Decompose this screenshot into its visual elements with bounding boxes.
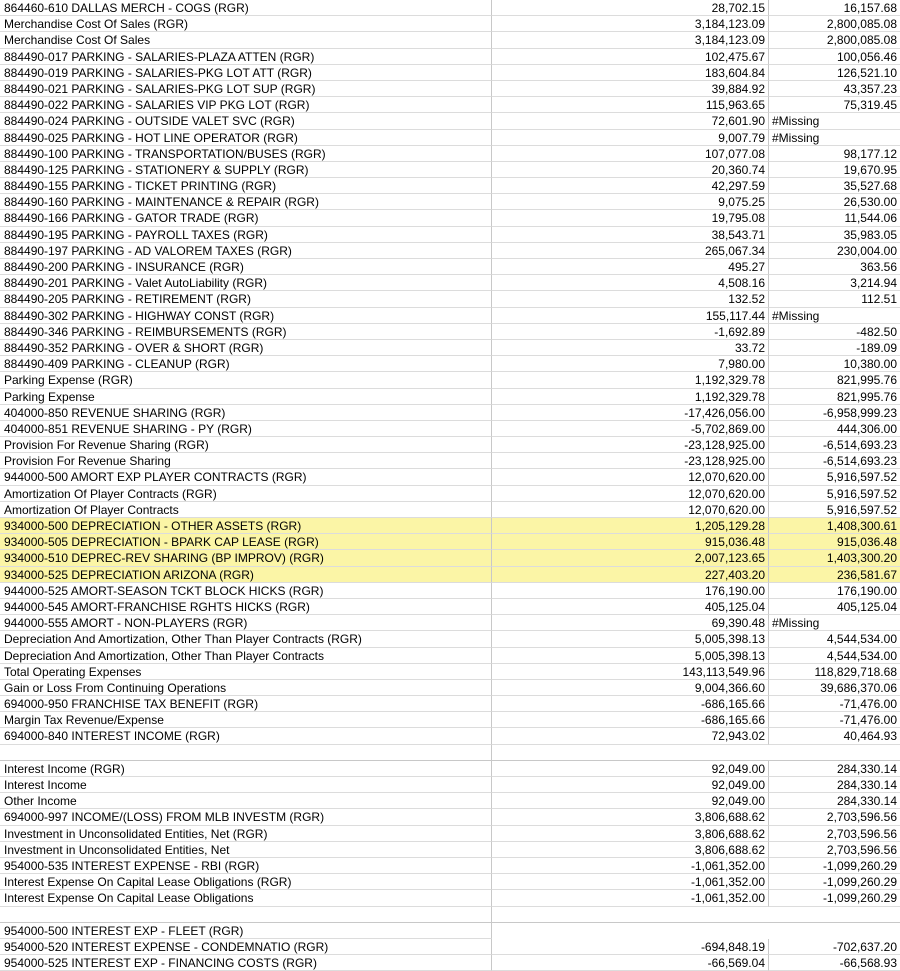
value-cell-current[interactable]: 227,403.20 — [492, 567, 769, 583]
value-cell-current[interactable]: 72,601.90 — [492, 113, 769, 129]
account-label-cell[interactable]: Amortization Of Player Contracts (RGR) — [0, 486, 492, 502]
value-cell-prior[interactable]: 4,544,534.00 — [769, 648, 900, 664]
value-cell-prior[interactable]: 75,319.45 — [769, 97, 900, 113]
account-label-cell[interactable]: 694000-840 INTEREST INCOME (RGR) — [0, 728, 492, 744]
value-cell-current[interactable]: 19,795.08 — [492, 210, 769, 226]
value-cell-current[interactable]: 9,007.79 — [492, 130, 769, 146]
value-cell-prior[interactable]: 98,177.12 — [769, 146, 900, 162]
value-cell-current[interactable]: 92,049.00 — [492, 761, 769, 777]
table-row — [0, 130, 900, 146]
value-cell-current[interactable]: -5,702,869.00 — [492, 421, 769, 437]
value-cell-current[interactable]: 9,075.25 — [492, 194, 769, 210]
account-label-cell[interactable]: 884490-302 PARKING - HIGHWAY CONST (RGR) — [0, 308, 492, 324]
value-cell-current[interactable]: 107,077.08 — [492, 146, 769, 162]
value-cell-current[interactable]: 28,702.15 — [492, 0, 769, 16]
value-cell-current[interactable]: 1,205,129.28 — [492, 518, 769, 534]
value-cell-current[interactable]: -1,061,352.00 — [492, 858, 769, 874]
account-label-cell[interactable]: Interest Income — [0, 777, 492, 793]
value-cell-prior[interactable]: -189.09 — [769, 340, 900, 356]
account-label-cell[interactable]: Merchandise Cost Of Sales — [0, 32, 492, 48]
value-cell-prior[interactable]: -6,514,693.23 — [769, 453, 900, 469]
value-cell-current[interactable]: 155,117.44 — [492, 308, 769, 324]
account-label-cell[interactable]: 944000-525 AMORT-SEASON TCKT BLOCK HICKS (RGR) — [0, 583, 492, 599]
value-cell-current[interactable]: 7,980.00 — [492, 356, 769, 372]
account-label-cell[interactable]: Other Income — [0, 793, 492, 809]
value-cell-prior[interactable]: 126,521.10 — [769, 65, 900, 81]
account-label-cell[interactable]: 884490-346 PARKING - REIMBURSEMENTS (RGR) — [0, 324, 492, 340]
account-label-cell[interactable]: 694000-997 INCOME/(LOSS) FROM MLB INVESTM (RGR) — [0, 809, 492, 825]
account-label-cell[interactable]: Amortization Of Player Contracts — [0, 502, 492, 518]
value-cell-current[interactable]: -694,848.19 — [492, 939, 769, 955]
account-label-cell[interactable]: 944000-545 AMORT-FRANCHISE RGHTS HICKS (RGR) — [0, 599, 492, 615]
account-label-cell[interactable]: 944000-500 AMORT EXP PLAYER CONTRACTS (RGR) — [0, 469, 492, 485]
value-cell-current[interactable]: -1,692.89 — [492, 324, 769, 340]
value-cell-current[interactable]: 2,007,123.65 — [492, 550, 769, 566]
table-row — [0, 890, 900, 906]
value-cell-prior[interactable]: -66,568.93 — [769, 955, 900, 971]
value-cell-prior[interactable]: 1,408,300.61 — [769, 518, 900, 534]
value-cell-prior[interactable]: 26,530.00 — [769, 194, 900, 210]
table-row — [0, 534, 900, 550]
table-row — [0, 518, 900, 534]
account-label-cell[interactable]: Depreciation And Amortization, Other Than Player Contracts (RGR) — [0, 631, 492, 647]
value-cell-prior[interactable]: -6,958,999.23 — [769, 405, 900, 421]
account-label-cell[interactable]: Interest Expense On Capital Lease Obligations (RGR) — [0, 874, 492, 890]
table-row — [0, 65, 900, 81]
table-row — [0, 49, 900, 65]
account-label-cell[interactable]: 884490-201 PARKING - Valet AutoLiability (RGR) — [0, 275, 492, 291]
value-cell-prior[interactable]: -702,637.20 — [769, 939, 900, 955]
account-label-cell[interactable]: 884490-409 PARKING - CLEANUP (RGR) — [0, 356, 492, 372]
value-cell-current[interactable]: 72,943.02 — [492, 728, 769, 744]
table-row — [0, 227, 900, 243]
table-row — [0, 356, 900, 372]
value-cell-prior[interactable]: -6,514,693.23 — [769, 437, 900, 453]
value-cell-prior[interactable]: 35,983.05 — [769, 227, 900, 243]
table-row — [0, 389, 900, 405]
value-cell-prior[interactable]: -71,476.00 — [769, 696, 900, 712]
account-label-cell[interactable]: 954000-500 INTEREST EXP - FLEET (RGR) — [0, 923, 492, 939]
table-row — [0, 453, 900, 469]
value-cell-current[interactable]: 102,475.67 — [492, 49, 769, 65]
value-cell-prior[interactable] — [769, 923, 900, 939]
value-cell-prior[interactable]: 39,686,370.06 — [769, 680, 900, 696]
value-cell-prior[interactable]: 118,829,718.68 — [769, 664, 900, 680]
table-row — [0, 97, 900, 113]
value-cell-current[interactable]: 42,297.59 — [492, 178, 769, 194]
table-row — [0, 178, 900, 194]
value-cell-current[interactable]: -17,426,056.00 — [492, 405, 769, 421]
account-label-cell[interactable]: 934000-525 DEPRECIATION ARIZONA (RGR) — [0, 567, 492, 583]
value-cell-prior[interactable]: 363.56 — [769, 259, 900, 275]
account-label-cell[interactable]: 884490-125 PARKING - STATIONERY & SUPPLY (RGR) — [0, 162, 492, 178]
account-label-cell[interactable]: Total Operating Expenses — [0, 664, 492, 680]
table-row — [0, 761, 900, 777]
value-cell-current[interactable]: -1,061,352.00 — [492, 890, 769, 906]
table-row — [0, 567, 900, 583]
value-cell-current[interactable]: 69,390.48 — [492, 615, 769, 631]
value-cell-current[interactable]: -686,165.66 — [492, 696, 769, 712]
account-label-cell[interactable]: Merchandise Cost Of Sales (RGR) — [0, 16, 492, 32]
value-cell-prior[interactable]: #Missing — [769, 308, 900, 324]
table-row — [0, 81, 900, 97]
table-row — [0, 939, 900, 955]
value-cell-prior[interactable]: #Missing — [769, 130, 900, 146]
table-row — [0, 405, 900, 421]
table-row — [0, 728, 900, 744]
value-cell-prior[interactable]: 915,036.48 — [769, 534, 900, 550]
value-cell-current[interactable] — [492, 907, 769, 923]
value-cell-prior[interactable]: #Missing — [769, 113, 900, 129]
value-cell-prior[interactable]: 2,800,085.08 — [769, 16, 900, 32]
value-cell-prior[interactable]: 5,916,597.52 — [769, 486, 900, 502]
table-row — [0, 259, 900, 275]
value-cell-current[interactable]: 3,184,123.09 — [492, 32, 769, 48]
value-cell-prior[interactable]: 821,995.76 — [769, 389, 900, 405]
table-row — [0, 113, 900, 129]
table-row — [0, 340, 900, 356]
table-row — [0, 275, 900, 291]
value-cell-current[interactable]: -23,128,925.00 — [492, 437, 769, 453]
value-cell-prior[interactable]: 10,380.00 — [769, 356, 900, 372]
table-row — [0, 696, 900, 712]
value-cell-current[interactable]: 20,360.74 — [492, 162, 769, 178]
value-cell-prior[interactable]: 444,306.00 — [769, 421, 900, 437]
value-cell-prior[interactable]: 35,527.68 — [769, 178, 900, 194]
value-cell-prior[interactable]: 2,703,596.56 — [769, 826, 900, 842]
account-label-cell[interactable]: 884490-195 PARKING - PAYROLL TAXES (RGR) — [0, 227, 492, 243]
account-label-cell[interactable]: 884490-352 PARKING - OVER & SHORT (RGR) — [0, 340, 492, 356]
value-cell-current[interactable]: 115,963.65 — [492, 97, 769, 113]
value-cell-prior[interactable]: -1,099,260.29 — [769, 858, 900, 874]
value-cell-prior[interactable]: 1,403,300.20 — [769, 550, 900, 566]
table-row — [0, 955, 900, 971]
value-cell-current[interactable] — [492, 745, 769, 761]
value-cell-current[interactable]: 92,049.00 — [492, 777, 769, 793]
account-label-cell[interactable]: 954000-525 INTEREST EXP - FINANCING COSTS (RGR) — [0, 955, 492, 971]
account-label-cell[interactable]: 954000-520 INTEREST EXPENSE - CONDEMNATIO (RGR) — [0, 939, 492, 955]
table-row — [0, 162, 900, 178]
value-cell-prior[interactable]: 40,464.93 — [769, 728, 900, 744]
table-row — [0, 858, 900, 874]
account-label-cell[interactable]: Depreciation And Amortization, Other Than Player Contracts — [0, 648, 492, 664]
value-cell-current[interactable]: 5,005,398.13 — [492, 631, 769, 647]
value-cell-prior[interactable]: 19,670.95 — [769, 162, 900, 178]
table-row — [0, 793, 900, 809]
account-label-cell[interactable]: Interest Expense On Capital Lease Obligations — [0, 890, 492, 906]
value-cell-prior[interactable]: -1,099,260.29 — [769, 890, 900, 906]
table-row — [0, 32, 900, 48]
value-cell-prior[interactable]: 236,581.67 — [769, 567, 900, 583]
value-cell-current[interactable]: 39,884.92 — [492, 81, 769, 97]
value-cell-prior[interactable]: 821,995.76 — [769, 372, 900, 388]
table-row — [0, 664, 900, 680]
table-row — [0, 809, 900, 825]
account-label-cell[interactable]: 884490-197 PARKING - AD VALOREM TAXES (RGR) — [0, 243, 492, 259]
value-cell-prior[interactable]: 16,157.68 — [769, 0, 900, 16]
value-cell-prior[interactable]: 2,800,085.08 — [769, 32, 900, 48]
account-label-cell[interactable]: Provision For Revenue Sharing — [0, 453, 492, 469]
table-row — [0, 0, 900, 16]
value-cell-current[interactable]: 12,070,620.00 — [492, 502, 769, 518]
value-cell-current[interactable]: 176,190.00 — [492, 583, 769, 599]
account-label-cell[interactable]: 934000-505 DEPRECIATION - BPARK CAP LEASE (RGR) — [0, 534, 492, 550]
table-row — [0, 631, 900, 647]
value-cell-prior[interactable]: 405,125.04 — [769, 599, 900, 615]
value-cell-prior[interactable]: 2,703,596.56 — [769, 842, 900, 858]
value-cell-current[interactable]: 495.27 — [492, 259, 769, 275]
value-cell-current[interactable]: 405,125.04 — [492, 599, 769, 615]
value-cell-current[interactable]: 12,070,620.00 — [492, 469, 769, 485]
table-row — [0, 486, 900, 502]
value-cell-current[interactable]: -23,128,925.00 — [492, 453, 769, 469]
value-cell-current[interactable]: 12,070,620.00 — [492, 486, 769, 502]
table-row — [0, 550, 900, 566]
account-label-cell[interactable]: Gain or Loss From Continuing Operations — [0, 680, 492, 696]
table-row — [0, 437, 900, 453]
account-label-cell[interactable]: 884490-100 PARKING - TRANSPORTATION/BUSES (RGR) — [0, 146, 492, 162]
table-row — [0, 680, 900, 696]
value-cell-current[interactable]: 9,004,366.60 — [492, 680, 769, 696]
table-row — [0, 324, 900, 340]
value-cell-current[interactable]: -66,569.04 — [492, 955, 769, 971]
value-cell-current[interactable]: 143,113,549.96 — [492, 664, 769, 680]
table-row — [0, 308, 900, 324]
value-cell-prior[interactable]: 5,916,597.52 — [769, 469, 900, 485]
value-cell-current[interactable]: 1,192,329.78 — [492, 372, 769, 388]
account-label-cell[interactable]: 934000-500 DEPRECIATION - OTHER ASSETS (RGR) — [0, 518, 492, 534]
table-row — [0, 826, 900, 842]
value-cell-prior[interactable]: 284,330.14 — [769, 761, 900, 777]
value-cell-prior[interactable]: #Missing — [769, 615, 900, 631]
table-row — [0, 777, 900, 793]
account-label-cell[interactable]: 884490-024 PARKING - OUTSIDE VALET SVC (RGR) — [0, 113, 492, 129]
value-cell-prior[interactable] — [769, 907, 900, 923]
blank-row — [0, 745, 900, 761]
value-cell-current[interactable]: 3,806,688.62 — [492, 826, 769, 842]
table-row — [0, 648, 900, 664]
account-label-cell[interactable]: 884490-021 PARKING - SALARIES-PKG LOT SUP (RGR) — [0, 81, 492, 97]
account-label-cell[interactable]: 884490-025 PARKING - HOT LINE OPERATOR (RGR) — [0, 130, 492, 146]
account-label-cell[interactable]: 864460-610 DALLAS MERCH - COGS (RGR) — [0, 0, 492, 16]
value-cell-prior[interactable]: 3,214.94 — [769, 275, 900, 291]
account-label-cell[interactable] — [0, 745, 492, 761]
account-label-cell[interactable]: Investment in Unconsolidated Entities, Net — [0, 842, 492, 858]
account-label-cell[interactable]: Margin Tax Revenue/Expense — [0, 712, 492, 728]
value-cell-current[interactable]: 4,508.16 — [492, 275, 769, 291]
value-cell-current[interactable]: 5,005,398.13 — [492, 648, 769, 664]
value-cell-current[interactable]: 183,604.84 — [492, 65, 769, 81]
account-label-cell[interactable]: 884490-160 PARKING - MAINTENANCE & REPAIR (RGR) — [0, 194, 492, 210]
value-cell-current[interactable]: 38,543.71 — [492, 227, 769, 243]
table-row — [0, 874, 900, 890]
account-label-cell[interactable]: Provision For Revenue Sharing (RGR) — [0, 437, 492, 453]
account-label-cell[interactable]: Interest Income (RGR) — [0, 761, 492, 777]
value-cell-prior[interactable]: 11,544.06 — [769, 210, 900, 226]
account-label-cell[interactable]: 884490-166 PARKING - GATOR TRADE (RGR) — [0, 210, 492, 226]
value-cell-prior[interactable]: 176,190.00 — [769, 583, 900, 599]
value-cell-prior[interactable] — [769, 745, 900, 761]
table-row — [0, 712, 900, 728]
account-label-cell[interactable]: 694000-950 FRANCHISE TAX BENEFIT (RGR) — [0, 696, 492, 712]
table-row — [0, 583, 900, 599]
value-cell-current[interactable]: 3,806,688.62 — [492, 842, 769, 858]
blank-row — [0, 907, 900, 923]
value-cell-prior[interactable]: 230,004.00 — [769, 243, 900, 259]
account-label-cell[interactable]: 884490-200 PARKING - INSURANCE (RGR) — [0, 259, 492, 275]
table-row — [0, 469, 900, 485]
value-cell-current[interactable]: 3,184,123.09 — [492, 16, 769, 32]
table-row — [0, 16, 900, 32]
table-row — [0, 615, 900, 631]
table-row — [0, 210, 900, 226]
account-label-cell[interactable]: 884490-155 PARKING - TICKET PRINTING (RGR) — [0, 178, 492, 194]
table-row — [0, 502, 900, 518]
account-label-cell[interactable]: 884490-019 PARKING - SALARIES-PKG LOT ATT (RGR) — [0, 65, 492, 81]
table-row — [0, 146, 900, 162]
account-label-cell[interactable]: 404000-850 REVENUE SHARING (RGR) — [0, 405, 492, 421]
table-row — [0, 194, 900, 210]
value-cell-prior[interactable]: 284,330.14 — [769, 777, 900, 793]
account-label-cell[interactable]: 954000-535 INTEREST EXPENSE - RBI (RGR) — [0, 858, 492, 874]
account-label-cell[interactable]: Parking Expense (RGR) — [0, 372, 492, 388]
value-cell-current[interactable]: 915,036.48 — [492, 534, 769, 550]
account-label-cell[interactable]: 884490-017 PARKING - SALARIES-PLAZA ATTEN (RGR) — [0, 49, 492, 65]
account-label-cell[interactable]: Investment in Unconsolidated Entities, Net (RGR) — [0, 826, 492, 842]
value-cell-current[interactable]: 92,049.00 — [492, 793, 769, 809]
value-cell-prior[interactable]: -1,099,260.29 — [769, 874, 900, 890]
table-row — [0, 243, 900, 259]
value-cell-prior[interactable]: 112.51 — [769, 291, 900, 307]
table-row — [0, 291, 900, 307]
value-cell-current[interactable]: 1,192,329.78 — [492, 389, 769, 405]
account-label-cell[interactable]: 884490-205 PARKING - RETIREMENT (RGR) — [0, 291, 492, 307]
table-row — [0, 372, 900, 388]
account-label-cell[interactable]: 934000-510 DEPREC-REV SHARING (BP IMPROV) (RGR) — [0, 550, 492, 566]
table-row — [0, 923, 900, 939]
table-row — [0, 421, 900, 437]
account-label-cell[interactable]: 944000-555 AMORT - NON-PLAYERS (RGR) — [0, 615, 492, 631]
account-label-cell[interactable]: 884490-022 PARKING - SALARIES VIP PKG LOT (RGR) — [0, 97, 492, 113]
value-cell-prior[interactable]: 2,703,596.56 — [769, 809, 900, 825]
value-cell-current[interactable]: 265,067.34 — [492, 243, 769, 259]
value-cell-prior[interactable]: 4,544,534.00 — [769, 631, 900, 647]
account-label-cell[interactable]: Parking Expense — [0, 389, 492, 405]
account-label-cell[interactable] — [0, 907, 492, 923]
account-label-cell[interactable]: 404000-851 REVENUE SHARING - PY (RGR) — [0, 421, 492, 437]
table-row — [0, 842, 900, 858]
value-cell-prior[interactable]: 284,330.14 — [769, 793, 900, 809]
value-cell-prior[interactable]: 5,916,597.52 — [769, 502, 900, 518]
value-cell-current[interactable]: 33.72 — [492, 340, 769, 356]
value-cell-prior[interactable]: 43,357.23 — [769, 81, 900, 97]
table-row — [0, 599, 900, 615]
value-cell-current[interactable]: -686,165.66 — [492, 712, 769, 728]
value-cell-current[interactable]: 3,806,688.62 — [492, 809, 769, 825]
value-cell-prior[interactable]: -71,476.00 — [769, 712, 900, 728]
value-cell-current[interactable]: -1,061,352.00 — [492, 874, 769, 890]
value-cell-current[interactable] — [492, 923, 769, 939]
value-cell-prior[interactable]: -482.50 — [769, 324, 900, 340]
value-cell-prior[interactable]: 100,056.46 — [769, 49, 900, 65]
value-cell-current[interactable]: 132.52 — [492, 291, 769, 307]
